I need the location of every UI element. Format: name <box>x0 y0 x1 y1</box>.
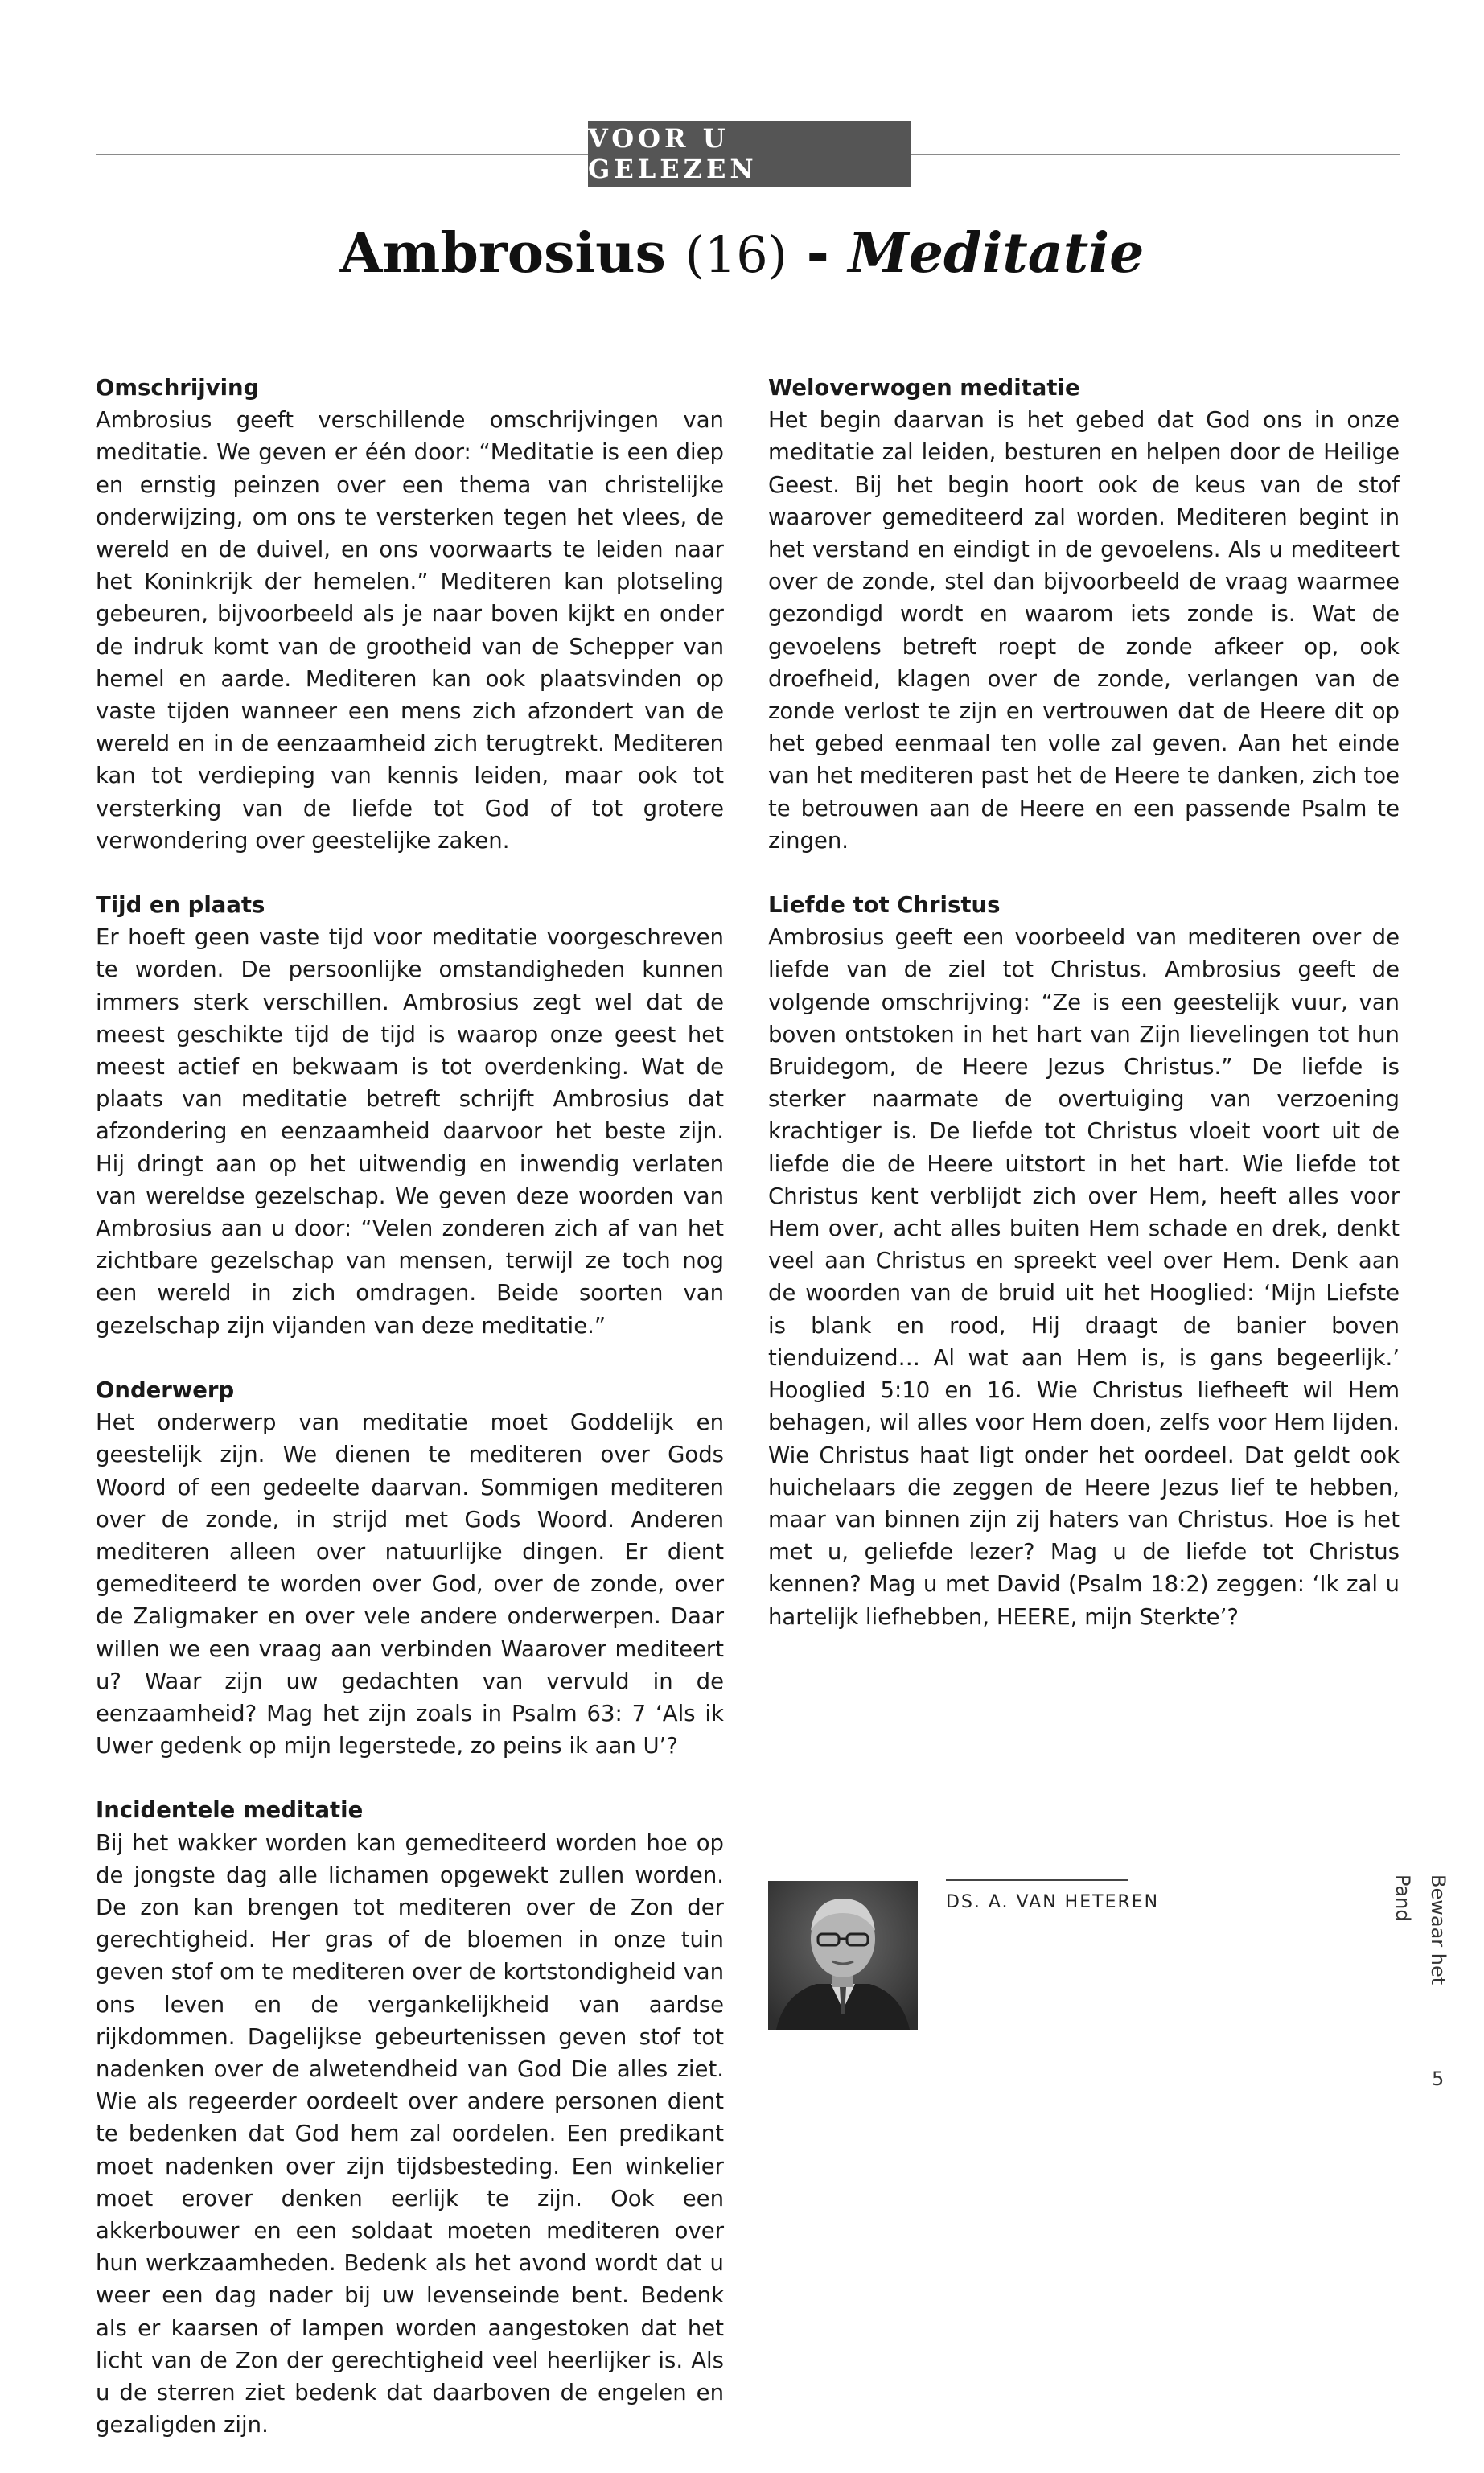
section-omschrijving <box>96 372 724 857</box>
author-rule <box>946 1879 1128 1881</box>
column-left <box>96 372 724 2473</box>
section-tijd-en-plaats <box>96 889 724 1342</box>
section-heading: Omschrijving <box>96 375 260 401</box>
running-title: Bewaar het Pand <box>1392 1874 1449 1985</box>
section-liefde-tot-christus <box>768 889 1400 1633</box>
header-rule-left <box>96 154 588 155</box>
section-weloverwogen-meditatie <box>768 372 1400 857</box>
author-photo <box>768 1881 918 2030</box>
section-body: Ambrosius geeft een voorbeeld van mediteren over de liefde van de ziel tot Christus. Ambrosius geeft de volgende omschrijving: “Ze is een geestelijk vuur, van boven ontstoken in het hart van Zijn lievelingen tot hun Bruidegom, de Heere Jezus Christus.” De liefde is sterker naarmate de overtuiging van verzoening krachtiger is. De liefde tot Christus vloeit voort uit de liefde die de Heere uitstort in het hart. Wie liefde tot Christus kent verblijdt zich over Hem, heeft alles voor Hem over, acht alles buiten Hem schade en drek, denkt veel aan Christus en spreekt veel over Hem. Denk aan de woorden van de bruid uit het Hooglied: ‘Mijn Liefste is blank en rood, Hij draagt de banier boven tienduizend… Al wat aan Hem is, is gans begeerlijk.’ Hooglied 5:10 en 16. Wie Christus liefheeft wil Hem behagen, wil alles voor Hem doen, zelfs voor Hem lijden. Wie Christus haat ligt onder het oordeel. Dat geldt ook huichelaars die zeggen de Heere Jezus lief te hebben, maar van binnen zijn zij haters van Christus. Hoe is het met u, geliefde lezer? Mag u de liefde tot Christus kennen? Mag u met David (Psalm 18:2) zeggen: ‘Ik zal u hartelijk liefhebben, HEERE, mijn Sterkte’? <box>768 924 1400 1630</box>
page-number: 5 <box>1432 2068 1445 2090</box>
author-portrait-icon <box>768 1881 918 2030</box>
section-label: VOOR U GELEZEN <box>588 121 911 187</box>
column-right <box>768 372 1400 1665</box>
section-heading: Weloverwogen meditatie <box>768 375 1080 401</box>
section-incidentele-meditatie <box>96 1794 724 2441</box>
section-heading: Liefde tot Christus <box>768 892 1001 919</box>
section-heading: Tijd en plaats <box>96 892 265 919</box>
section-heading: Incidentele meditatie <box>96 1797 364 1824</box>
section-body: Het begin daarvan is het gebed dat God ons in onze meditatie zal leiden, besturen en helpen door de Heilige Geest. Bij het begin hoort ook de keus van de stof waarover gemediteerd zal worden. Mediteren begint in het verstand en eindigt in de gevoelens. Als u mediteert over de zonde, stel dan bijvoorbeeld de vraag waarmee gezondigd wordt en waarom iets zonde is. Wat de gevoelens betreft roept de zonde afkeer op, ook droefheid, klagen over de zonde, verlangen van de zonde verlost te zijn en vertrouwen dat de Heere dit op het gebed eenmaal ten volle zal geven. Aan het einde van het mediteren past het de Heere te danken, zich toe te betrouwen aan de Heere en een passende Psalm te zingen. <box>768 407 1400 854</box>
header-rule-right <box>911 154 1400 155</box>
article-title <box>0 217 1484 291</box>
section-body: Bij het wakker worden kan gemediteerd worden hoe op de jongste dag alle lichamen opgewekt zullen worden. De zon kan brengen tot mediteren over de Zon der gerechtigheid. Her gras of de bloemen in onze tuin geven stof om te mediteren over de kortstondigheid van ons leven en de vergankelijkheid van aardse rijkdommen. Dagelijkse gebeurtenissen geven stof tot nadenken over de alwetendheid van God Die alles ziet. Wie als regeerder oordeelt over andere personen dient te bedenken dat God hem zal oordelen. Een predikant moet nadenken over zijn tijdsbesteding. Een winkelier moet erover denken eerlijk te zijn. Ook een akkerbouwer en een soldaat moeten mediteren over hun werkzaamheden. Bedenk als het avond wordt dat u weer een dag nader bij uw levenseinde bent. Bedenk als er kaarsen of lampen worden aangestoken dat het licht van de Zon der gerechtigheid veel heerlijker is. Als u de sterren ziet bedenk dat daarboven de engelen en gezaligden zijn. <box>96 1829 724 2438</box>
section-body: Het onderwerp van meditatie moet Goddelijk en geestelijk zijn. We dienen te mediteren over Gods Woord of een gedeelte daarvan. Sommigen mediteren over de zonde, in strijd met Gods Woord. Anderen mediteren alleen over natuurlijke dingen. Er dient gemediteerd te worden over God, over de zonde, over de Zaligmaker en over vele andere onderwerpen. Daar willen we een vraag aan verbinden Waarover mediteert u? Waar zijn uw gedachten van vervuld in de eenzaamheid? Mag het zijn zoals in Psalm 63: 7 ‘Als ik Uwer gedenk op mijn legerstede, zo peins ik aan U’? <box>96 1409 724 1759</box>
section-heading: Onderwerp <box>96 1376 235 1403</box>
author-name: DS. A. VAN HETEREN <box>946 1892 1160 1912</box>
title-separator: - <box>806 221 829 286</box>
section-body: Er hoeft geen vaste tijd voor meditatie voorgeschreven te worden. De persoonlijke omstandigheden kunnen immers sterk verschillen. Ambrosius zegt wel dat de meest geschikte tijd de tijd is waarop onze geest het meest actief en bekwaam is tot overdenking. Wat de plaats van meditatie betreft schrijft Ambrosius dat afzondering en eenzaamheid daarvoor het beste zijn. Hij dringt aan op het uitwendig en inwendig verlaten van wereldse gezelschap. We geven deze woorden van Ambrosius aan u door: “Velen zonderen zich af van het zichtbare gezelschap van mensen, terwijl ze toch nog een wereld in zich omdragen. Beide soorten van gezelschap zijn vijanden van deze meditatie.” <box>96 924 724 1339</box>
section-body: Ambrosius geeft verschillende omschrijvingen van meditatie. We geven er één door: “Meditatie is een diep en ernstig peinzen over een thema van christelijke onderwijzing, om ons te versterken tegen het vlees, de wereld en de duivel, en ons voorwaarts te leiden naar het Koninkrijk der hemelen.” Mediteren kan plotseling gebeuren, bijvoorbeeld als je naar boven kijkt en onder de indruk komt van de grootheid van de Schepper van hemel en aarde. Mediteren kan ook plaatsvinden op vaste tijden wanneer een mens zich afzondert van de wereld en in de eenzaamheid zich terugtrekt. Mediteren kan tot verdieping van kennis leiden, maar ook tot versterking van de liefde tot God of tot grotere verwondering over geestelijke zaken. <box>96 407 724 854</box>
title-subtitle: Meditatie <box>848 221 1145 286</box>
title-number: (16) <box>684 225 787 284</box>
title-main: Ambrosius <box>339 221 666 286</box>
section-onderwerp <box>96 1374 724 1762</box>
